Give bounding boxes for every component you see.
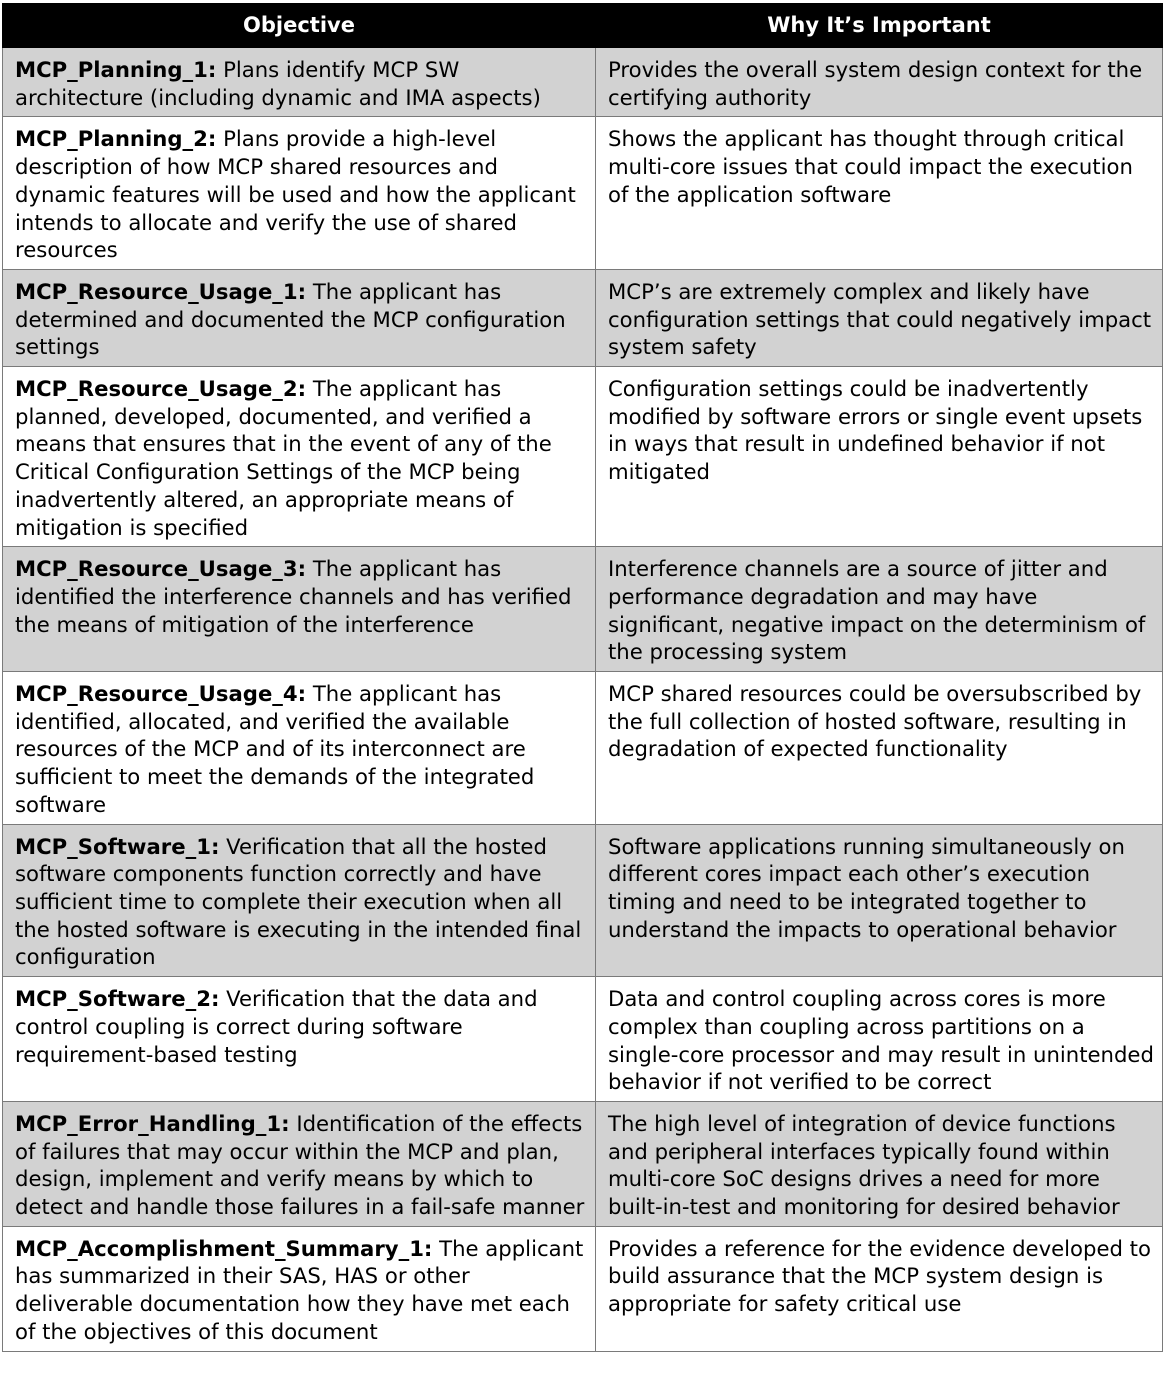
objective-text: The applicant has determined and documented the MCP configuration settings <box>15 278 566 360</box>
objective-cell <box>3 269 596 366</box>
objective-id: MCP_Planning_2: <box>15 126 217 152</box>
objective-id: MCP_Planning_1: <box>15 57 217 82</box>
objective-text: The applicant has identified, allocated, and verified the available resources of the MCP and of its interconnect are sufficient to meet the demands of the integrated software <box>15 681 535 817</box>
objective-text: The applicant has planned, developed, documented, and verified a means that ensures that in the event of any of the Critical Configuration Settings of the MCP being inadvertently altered, an appropriate means of mitigation is specified <box>15 376 552 540</box>
header-row <box>3 4 1163 48</box>
why-important-cell: The high level of integration of device functions and peripheral interfaces typically found within multi-core SoC designs drives a need for more built-in-test and monitoring for desired behavior <box>596 1101 1163 1226</box>
objective-column-header: Objective <box>3 4 596 48</box>
objective-id: MCP_Error_Handling_1: <box>15 1110 290 1136</box>
objective-text: The applicant has identified the interference channels and has verified the means of mitigation of the interference <box>15 556 572 637</box>
table-row <box>3 117 1163 270</box>
objective-cell <box>3 367 596 547</box>
objective-cell <box>3 1101 596 1226</box>
objective-id: MCP_Software_2: <box>15 986 220 1012</box>
objective-cell <box>3 672 596 825</box>
objective-cell <box>3 824 596 977</box>
table-row <box>3 672 1163 825</box>
table-row <box>3 977 1163 1102</box>
table-row <box>3 367 1163 547</box>
table-row <box>3 269 1163 366</box>
table-row <box>3 48 1163 117</box>
objective-id: MCP_Accomplishment_Summary_1: <box>15 1235 433 1261</box>
objective-id: MCP_Resource_Usage_1: <box>15 278 307 304</box>
why-important-column-header: Why It’s Important <box>596 4 1163 48</box>
why-important-cell: MCP shared resources could be oversubscribed by the full collection of hosted software, resulting in degradation of expected functionality <box>596 672 1163 825</box>
objective-cell <box>3 977 596 1102</box>
table-row <box>3 1101 1163 1226</box>
why-important-cell: Shows the applicant has thought through critical multi-core issues that could impact the execution of the application software <box>596 117 1163 270</box>
objective-id: MCP_Resource_Usage_2: <box>15 376 307 402</box>
table-row <box>3 547 1163 672</box>
objective-cell <box>3 117 596 270</box>
objective-id: MCP_Software_1: <box>15 833 220 859</box>
objective-id: MCP_Resource_Usage_4: <box>15 681 307 707</box>
objective-cell <box>3 547 596 672</box>
objective-cell <box>3 1226 596 1351</box>
objective-text: Verification that the data and control coupling is correct during software requirement-based testing <box>15 986 538 1067</box>
why-important-cell: Provides the overall system design context for the certifying authority <box>596 48 1163 117</box>
objective-cell <box>3 48 596 117</box>
objectives-table <box>2 3 1163 1352</box>
objective-id: MCP_Resource_Usage_3: <box>15 556 307 582</box>
why-important-cell: Configuration settings could be inadvertently modified by software errors or single event upsets in ways that result in undefined behavior if not mitigated <box>596 367 1163 547</box>
table-row <box>3 1226 1163 1351</box>
objective-text: Plans identify MCP SW architecture (including dynamic and IMA aspects) <box>15 57 541 110</box>
why-important-cell: Data and control coupling across cores is more complex than coupling across partitions on a single-core processor and may result in unintended behavior if not verified to be correct <box>596 977 1163 1102</box>
why-important-cell: Software applications running simultaneously on different cores impact each other’s execution timing and need to be integrated together to understand the impacts to operational behavior <box>596 824 1163 977</box>
objective-text: The applicant has summarized in their SAS, HAS or other deliverable documentation how they have met each of the objectives of this document <box>15 1235 584 1344</box>
why-important-cell: MCP’s are extremely complex and likely have configuration settings that could negatively impact system safety <box>596 269 1163 366</box>
objective-text: Verification that all the hosted software components function correctly and have sufficient time to complete their execution when all the hosted software is executing in the intended final configuration <box>15 833 582 970</box>
table-row <box>3 824 1163 977</box>
why-important-cell: Provides a reference for the evidence developed to build assurance that the MCP system design is appropriate for safety critical use <box>596 1226 1163 1351</box>
objective-text: Plans provide a high-level description of how MCP shared resources and dynamic features will be used and how the applicant intends to allocate and verify the use of shared resources <box>15 126 576 263</box>
objective-text: Identification of the effects of failures that may occur within the MCP and plan, design, implement and verify means by which to detect and handle those failures in a fail-safe manner <box>15 1110 585 1220</box>
why-important-cell: Interference channels are a source of jitter and performance degradation and may have significant, negative impact on the determinism of the processing system <box>596 547 1163 672</box>
